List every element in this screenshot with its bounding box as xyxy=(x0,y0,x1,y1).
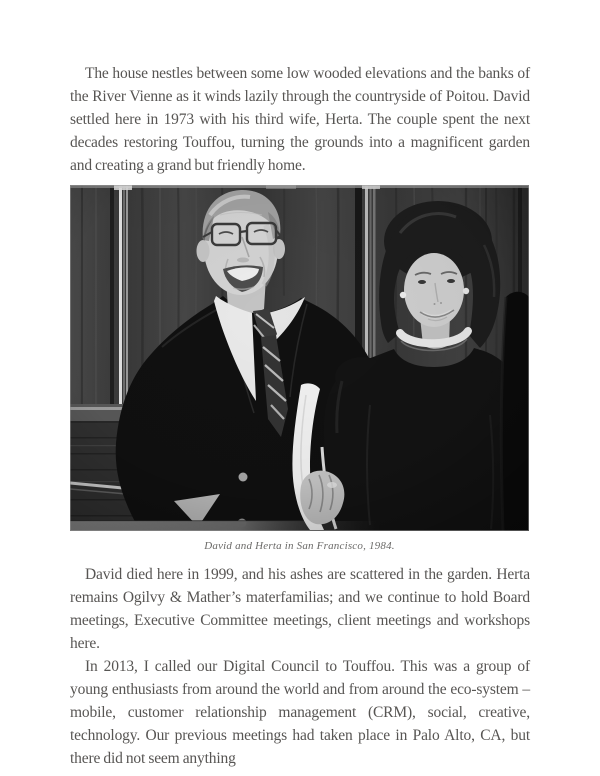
photo-david-and-herta xyxy=(70,185,529,531)
photo-figure xyxy=(70,185,529,552)
photo-caption: David and Herta in San Francisco, 1984. xyxy=(204,540,395,552)
paragraph-david-died: David died here in 1999, and his ashes are scattered in the garden. Herta remains Ogilvy & Mather’s materfamilias; and we continue to hold Board meetings, Executive Committee meetings, client meetings and workshops here. xyxy=(70,566,530,652)
vignette-overlay xyxy=(70,185,529,531)
paragraph-intro-touffou: The house nestles between some low wooded elevations and the banks of the River Vienne as it winds lazily through the countryside of Poitou. David settled here in 1973 with his third wife, Herta. The couple spent the next decades restoring Touffou, turning the grounds into a magnificent garden and creating a grand but friendly home. xyxy=(70,65,530,174)
paragraph-digital-council: In 2013, I called our Digital Council to Touffou. This was a group of young enthusiasts from around the world and from around the eco-system – mobile, customer relationship management (CRM), social, creative, technology. Our previous meetings had taken place in Palo Alto, CA, but there did not seem anything xyxy=(70,658,530,767)
